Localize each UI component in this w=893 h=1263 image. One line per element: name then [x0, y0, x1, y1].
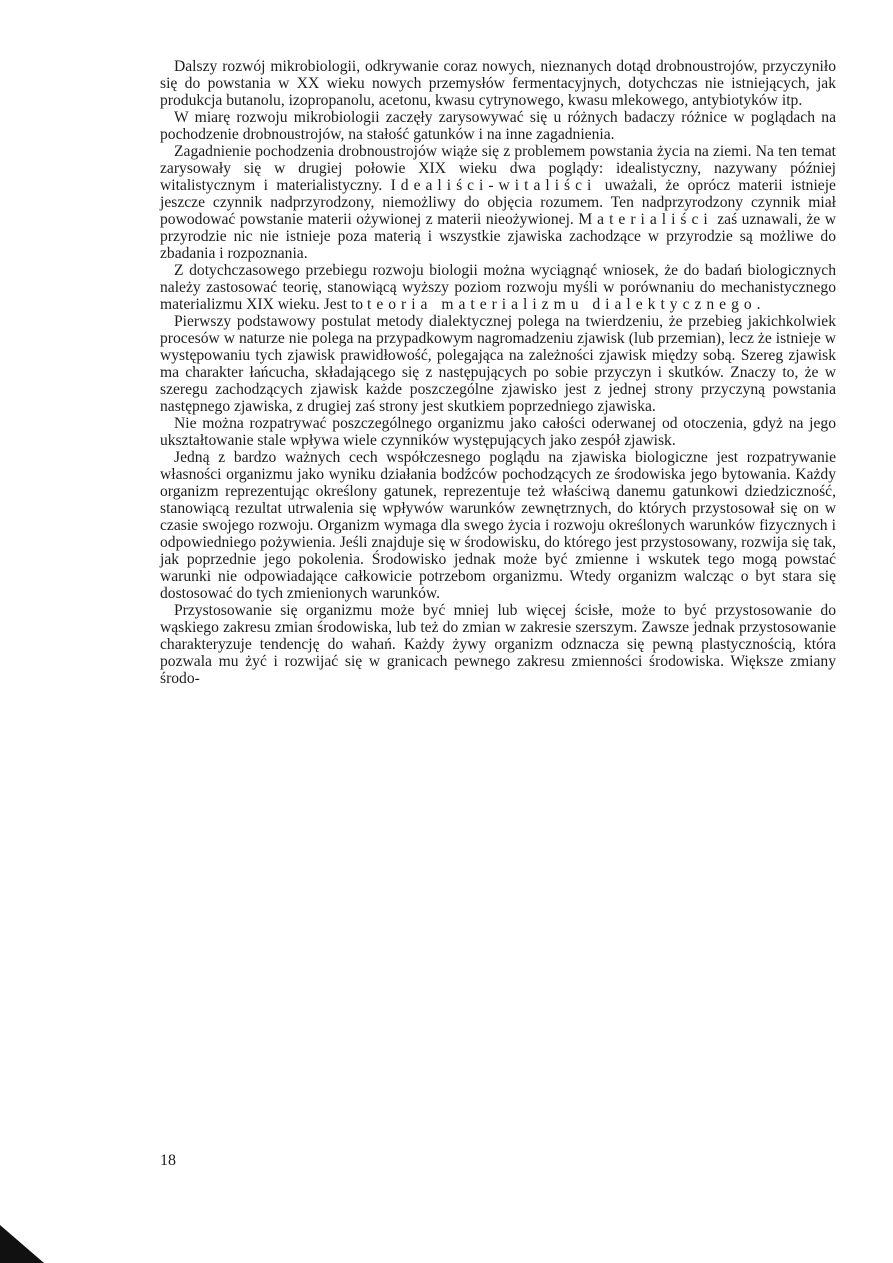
paragraph	[160, 415, 836, 449]
text-run: Nie można rozpatrywać poszczególnego organizmu jako całości oderwanej od otoczenia, gdyż na jego ukształtowanie stale wpływa wiele czynników występujących jako zespół zjawisk.	[160, 415, 836, 449]
paragraph	[160, 449, 836, 602]
corner-triangle-mark	[0, 1225, 44, 1263]
text-run: W miarę rozwoju mikrobiologii zaczęły zarysowywać się u różnych badaczy różnice w poglądach na pochodzenie drobnoustrojów, na stałość gatunków i na inne zagadnienia.	[160, 109, 836, 143]
text-run: Dalszy rozwój mikrobiologii, odkrywanie coraz nowych, nieznanych dotąd drobnoustrojów, przyczyniło się do powstania w XX wieku nowych przemysłów fermentacyjnych, dotychczas nie istniejących, jak produkcja butanolu, izopropanolu, acetonu, kwasu cytrynowego, kwasu mlekowego, antybiotyków itp.	[160, 58, 836, 109]
paragraph	[160, 109, 836, 143]
page-text	[160, 58, 836, 687]
paragraph	[160, 313, 836, 415]
text-run: Z dotychczasowego przebiegu rozwoju biologii można wyciągnąć wniosek, że do badań biologicznych należy zastosować teorię, stanowiącą wyższy poziom rozwoju myśli w porównaniu do mechanistycznego materializmu XIX wieku. Jest to	[160, 262, 836, 313]
paragraph	[160, 143, 836, 262]
paragraph	[160, 602, 836, 687]
emphasized-term: teoria materializmu dialektycznego	[367, 296, 757, 313]
text-run: Przystosowanie się organizmu może być mniej lub więcej ścisłe, może to być przystosowanie do wąskiego zakresu zmian środowiska, lub też do zmian w zakresie szerszym. Zawsze jednak przystosowanie charakteryzuje tendencję do wahań. Każdy żywy organizm odznacza się pewną plastycznością, która pozwala mu żyć i rozwijać się w granicach pewnego zakresu zmienności środowiska. Większe zmiany środo-	[160, 602, 836, 687]
text-run: Pierwszy podstawowy postulat metody dialektycznej polega na twierdzeniu, że przebieg jakichkolwiek procesów w naturze nie polega na przypadkowym nagromadzeniu zjawisk (lub przemian), lecz że istnieje w występowaniu tych zjawisk prawidłowość, polegająca na zależności zjawisk między sobą. Szereg zjawisk ma charakter łańcucha, składającego się z następujących po sobie przyczyn i skutków. Znaczy to, że w szeregu zachodzących zjawisk każde poszczególne zjawisko jest z jednej strony przyczyną powstania następnego zjawiska, z drugiej zaś strony jest skutkiem poprzedniego zjawiska.	[160, 313, 836, 415]
emphasized-term: Idealiści-witaliści	[390, 177, 597, 194]
page-number: 18	[160, 1152, 176, 1169]
paragraph	[160, 58, 836, 109]
text-run: .	[756, 296, 761, 313]
text-run: Jedną z bardzo ważnych cech współczesnego poglądu na zjawiska biologiczne jest rozpatrywanie własności organizmu jako wyniku działania bodźców pochodzących ze środowiska jego bytowania. Każdy organizm reprezentując określony gatunek, reprezentuje też właściwą danemu gatunkowi dziedziczność, stanowiącą rezultat utrwalenia się wpływów warunków zewnętrznych, do których przystosował się on w czasie swojego rozwoju. Organizm wymaga dla swego życia i rozwoju określonych warunków fizycznych i odpowiedniego pożywienia. Jeśli znajduje się w środowisku, do którego jest przystosowany, rozwija się tak, jak poprzednie jego pokolenia. Środowisko jednak może być zmienne i wskutek tego mogą powstać warunki nie odpowiadające całkowicie potrzebom organizmu. Wtedy organizm walcząc o byt stara się dostosować do tych zmienionych warunków.	[160, 449, 836, 602]
paragraph	[160, 262, 836, 313]
text-run: zaś uznawali, że w przyrodzie nic nie istnieje poza materią i wszystkie zjawiska zachodzące w przyrodzie są możliwe do zbadania i rozpoznania.	[160, 211, 836, 262]
emphasized-term: Materialiści	[578, 211, 713, 228]
text-run: uważali, że oprócz materii istnieje jeszcze czynnik nadprzyrodzony, niemożliwy do objęcia rozumem. Ten nadprzyrodzony czynnik miał powodować powstanie materii ożywionej z materii nieożywionej.	[160, 177, 836, 228]
text-run: Zagadnienie pochodzenia drobnoustrojów wiąże się z problemem powstania życia na ziemi. Na ten temat zarysowały się w drugiej połowie XIX wieku dwa poglądy: idealistyczny, nazywany później witalistycznym i materialistyczny.	[160, 143, 836, 194]
